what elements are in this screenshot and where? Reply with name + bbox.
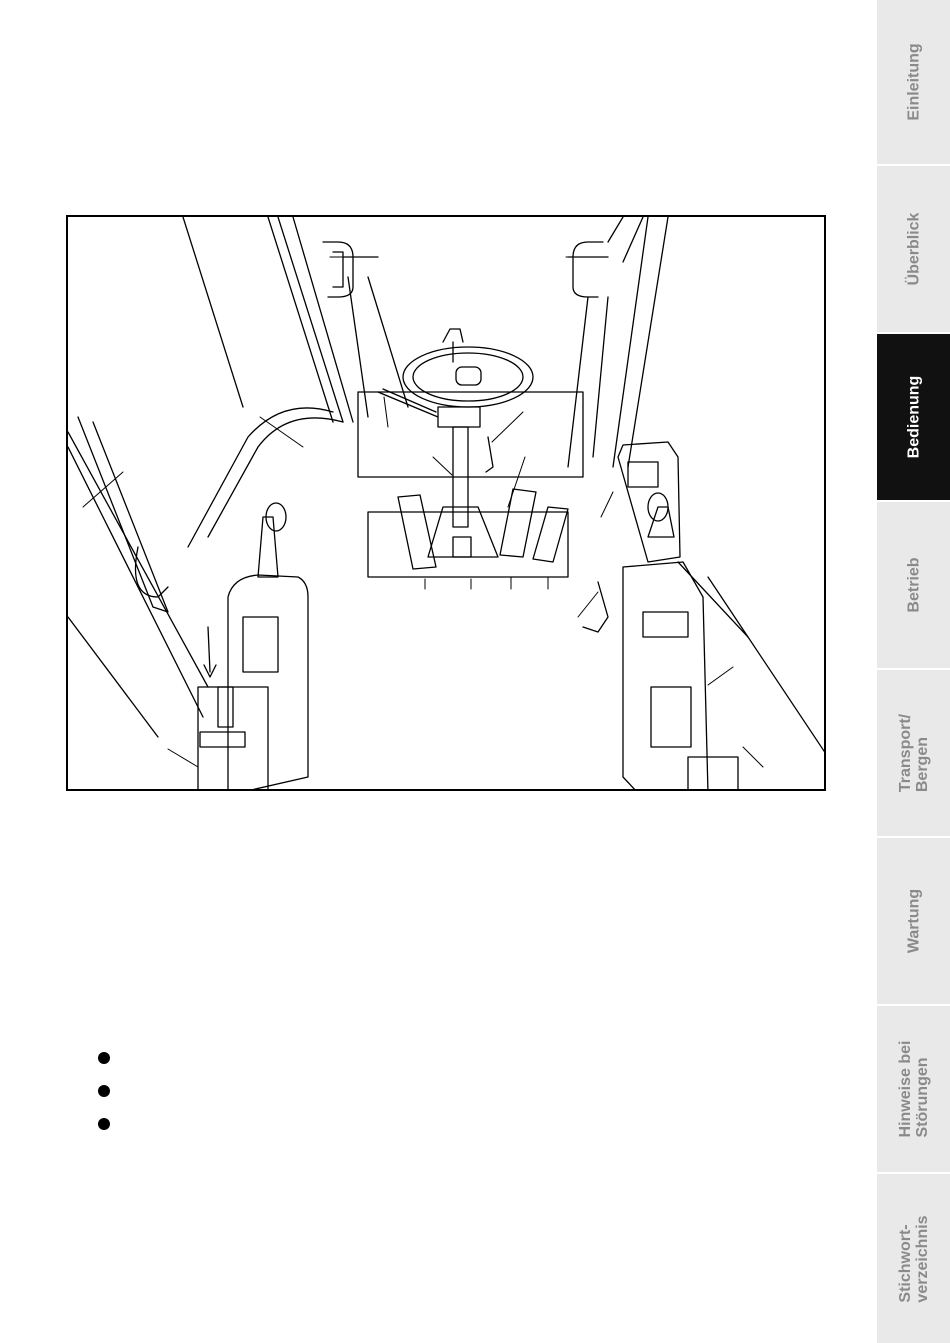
tab-label: Bedienung	[905, 375, 922, 459]
door-handles	[323, 217, 668, 467]
tab-stichwortverzeichnis[interactable]	[877, 1174, 950, 1343]
bullet-point	[98, 1085, 110, 1097]
tab-label: Hinweise bei Störungen	[896, 1040, 931, 1138]
tab-hinweise-stoerungen[interactable]	[877, 1006, 950, 1174]
chapter-tabs	[877, 0, 950, 1343]
cab-line-drawing	[68, 217, 826, 791]
tab-betrieb[interactable]	[877, 502, 950, 670]
tab-wartung[interactable]	[877, 838, 950, 1006]
tab-label: Einleitung	[905, 43, 922, 121]
steering-wheel	[378, 329, 533, 557]
tab-einleitung[interactable]	[877, 0, 950, 166]
cab-operator-figure	[66, 215, 826, 791]
bullet-point	[98, 1052, 110, 1064]
tab-bedienung[interactable]	[877, 334, 950, 502]
left-cab-frame	[68, 217, 353, 737]
tab-label: Wartung	[905, 888, 922, 954]
tab-label: Stichwort- verzeichnis	[896, 1214, 931, 1303]
tab-label: Transport/ Bergen	[896, 713, 931, 793]
tab-label: Betrieb	[905, 557, 922, 613]
tab-ueberblick[interactable]	[877, 166, 950, 334]
tab-label: Überblick	[905, 212, 922, 286]
left-console	[198, 503, 308, 791]
tab-transport-bergen[interactable]	[877, 670, 950, 838]
right-console	[583, 442, 826, 791]
rear-window	[348, 277, 583, 477]
bullet-point	[98, 1118, 110, 1130]
